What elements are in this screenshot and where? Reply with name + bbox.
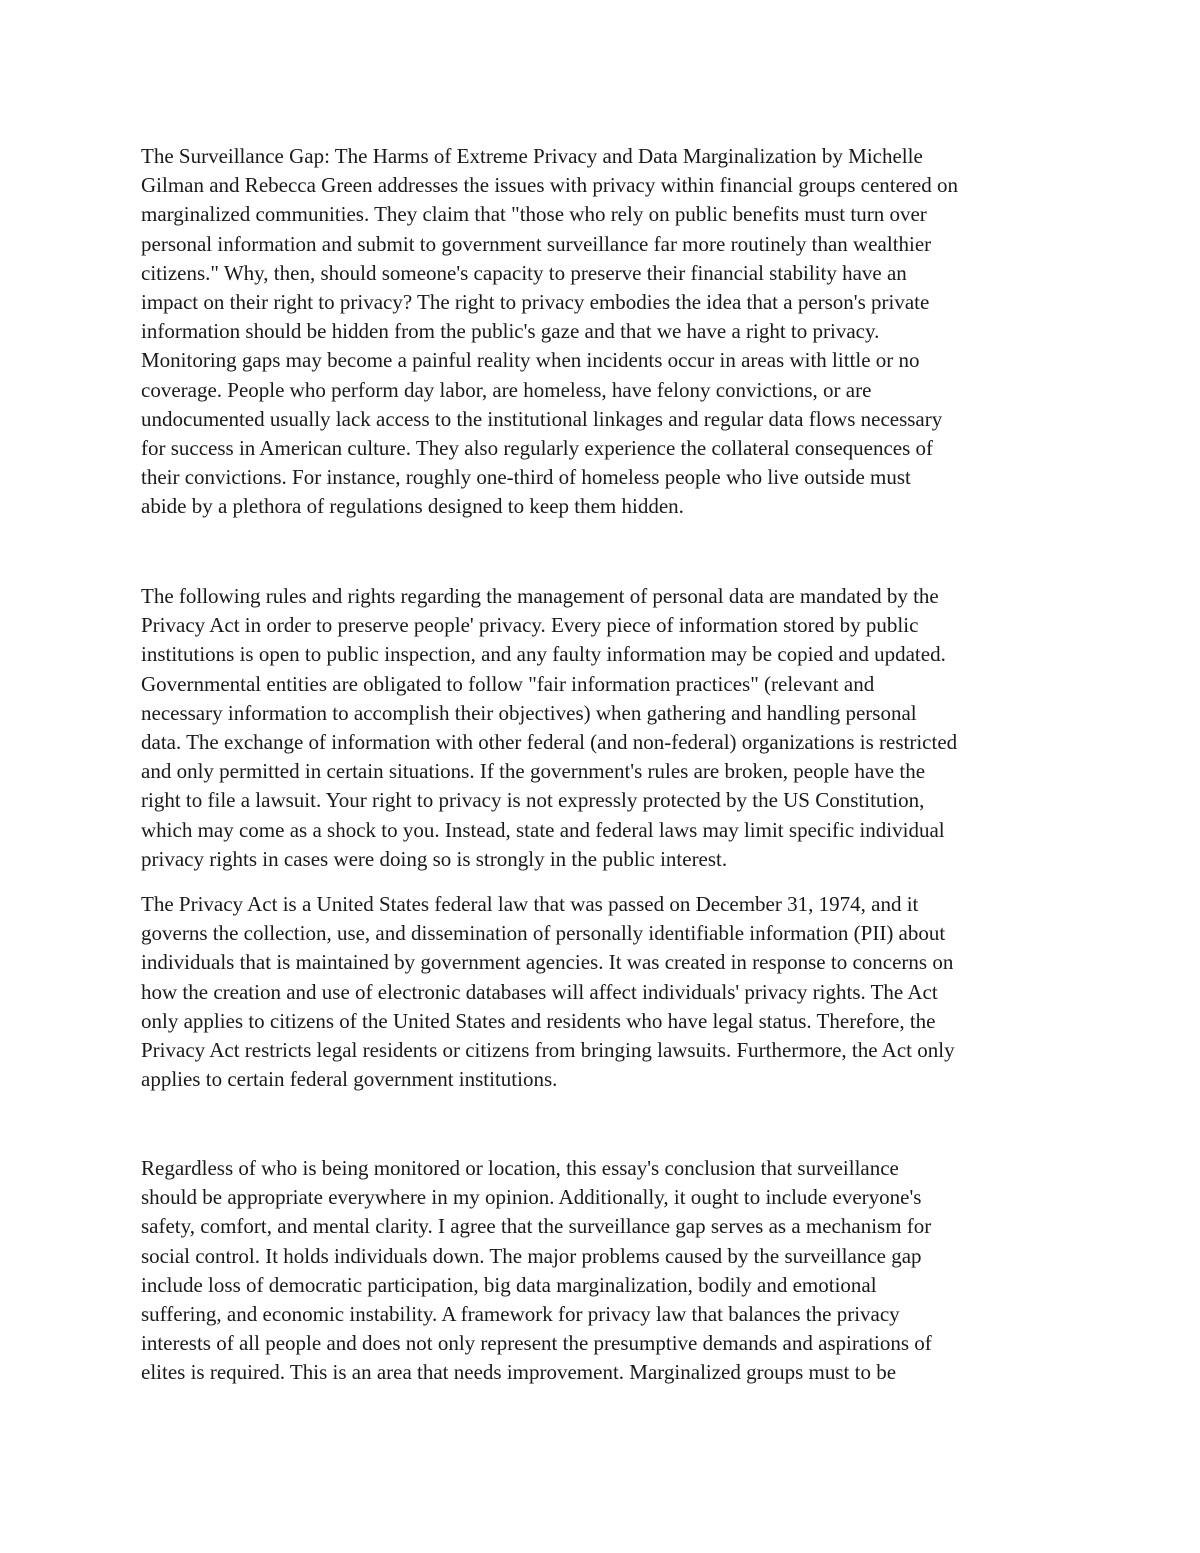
paragraph-intro: The Surveillance Gap: The Harms of Extreme Privacy and Data Marginalization by Michelle Gilman and Rebecca Green addresses the issues with privacy within financial groups centered on marginalized communities. They claim that "those who rely on public benefits must turn over personal information and submit to government surveillance far more routinely than wealthier citizens." Why, then, should someone's capacity to preserve their financial stability have an impact on their right to privacy? The right to privacy embodies the idea that a person's private information should be hidden from the public's gaze and that we have a right to privacy. Monitoring gaps may become a painful reality when incidents occur in areas with little or no coverage. People who perform day labor, are homeless, have felony convictions, or are undocumented usually lack access to the institutional linkages and regular data flows necessary for success in American culture. They also regularly experience the collateral consequences of their convictions. For instance, roughly one-third of homeless people who live outside must abide by a plethora of regulations designed to keep them hidden. [141,144,958,519]
paragraph-privacy-act-rules: The following rules and rights regarding the management of personal data are mandated by the Privacy Act in order to preserve people' privacy. Every piece of information stored by public institutions is open to public inspection, and any faulty information may be copied and updated. Governmental entities are obligated to follow "fair information practices" (relevant and necessary information to accomplish their objectives) when gathering and handling personal data. The exchange of information with other federal (and non-federal) organizations is restricted and only permitted in certain situations. If the government's rules are broken, people have the right to file a lawsuit. Your right to privacy is not expressly protected by the US Constitution, which may come as a shock to you. Instead, state and federal laws may limit specific individual privacy rights in cases were doing so is strongly in the public interest. [141,584,958,871]
paragraph-conclusion: Regardless of who is being monitored or location, this essay's conclusion that surveillance should be appropriate everywhere in my opinion. Additionally, it ought to include everyone's safety, comfort, and mental clarity. I agree that the surveillance gap serves as a mechanism for social control. It holds individuals down. The major problems caused by the surveillance gap include loss of democratic participation, big data marginalization, bodily and emotional suffering, and economic instability. A framework for privacy law that balances the privacy interests of all people and does not only represent the presumptive demands and aspirations of elites is required. This is an area that needs improvement. Marginalized groups must to be [141,1156,932,1385]
paragraph-privacy-act-history: The Privacy Act is a United States federal law that was passed on December 31, 1974, and it governs the collection, use, and dissemination of personally identifiable information (PII) about individuals that is maintained by government agencies. It was created in response to concerns on how the creation and use of electronic databases will affect individuals' privacy rights. The Act only applies to citizens of the United States and residents who have legal status. Therefore, the Privacy Act restricts legal residents or citizens from bringing lawsuits. Furthermore, the Act only applies to certain federal government institutions. [141,892,955,1092]
